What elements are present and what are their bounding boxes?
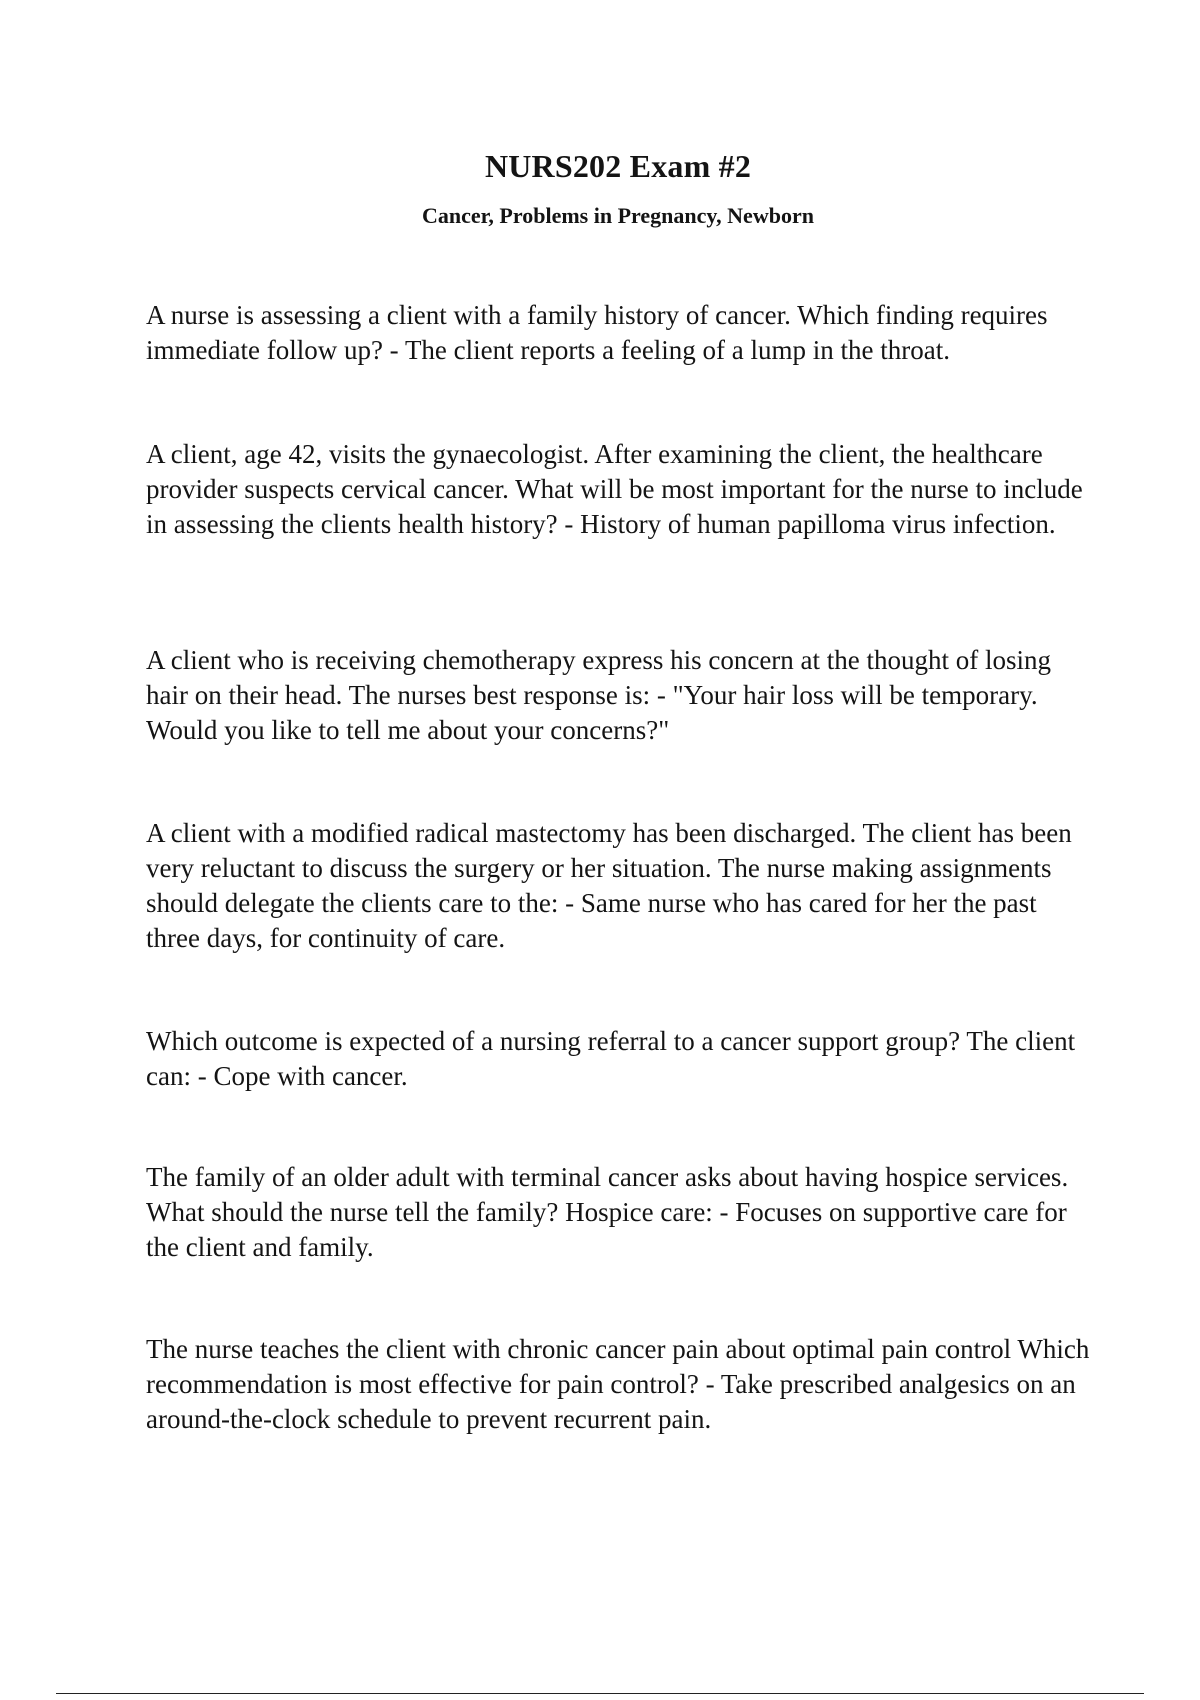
question-answer-5: Which outcome is expected of a nursing referral to a cancer support group? The client can: - Cope with cancer. [146,1026,1076,1091]
question-answer-1: A nurse is assessing a client with a family history of cancer. Which finding requires immediate follow up? - The client reports a feeling of a lump in the throat. [146,300,1048,365]
document-title: NURS202 Exam #2 [484,148,752,184]
question-answer-4: A client with a modified radical mastectomy has been discharged. The client has been very reluctant to discuss the surgery or her situation. The nurse making assignments should delegate the clients care to the: - Same nurse who has cared for her the past three days, for continuity of care. [146,818,1072,953]
question-answer-6: The family of an older adult with terminal cancer asks about having hospice services. What should the nurse tell the family? Hospice care: - Focuses on supportive care for the client and family. [146,1162,1069,1262]
question-answer-7: The nurse teaches the client with chronic cancer pain about optimal pain control Which recommendation is most effective for pain control? - Take prescribed analgesics on an around-the-clock schedule to prevent recurrent pain. [146,1334,1090,1434]
footer-divider [56,1693,1144,1694]
question-answer-3: A client who is receiving chemotherapy express his concern at the thought of losing hair on their head. The nurses best response is: - "Your hair loss will be temporary. Would you like to tell me about your concerns?" [146,645,1052,745]
document-subtitle: Cancer, Problems in Pregnancy, Newborn [422,203,814,228]
question-answer-2: A client, age 42, visits the gynaecologist. After examining the client, the healthcare provider suspects cervical cancer. What will be most important for the nurse to include in assessing the clients health history? - History of human papilloma virus infection. [146,439,1083,539]
